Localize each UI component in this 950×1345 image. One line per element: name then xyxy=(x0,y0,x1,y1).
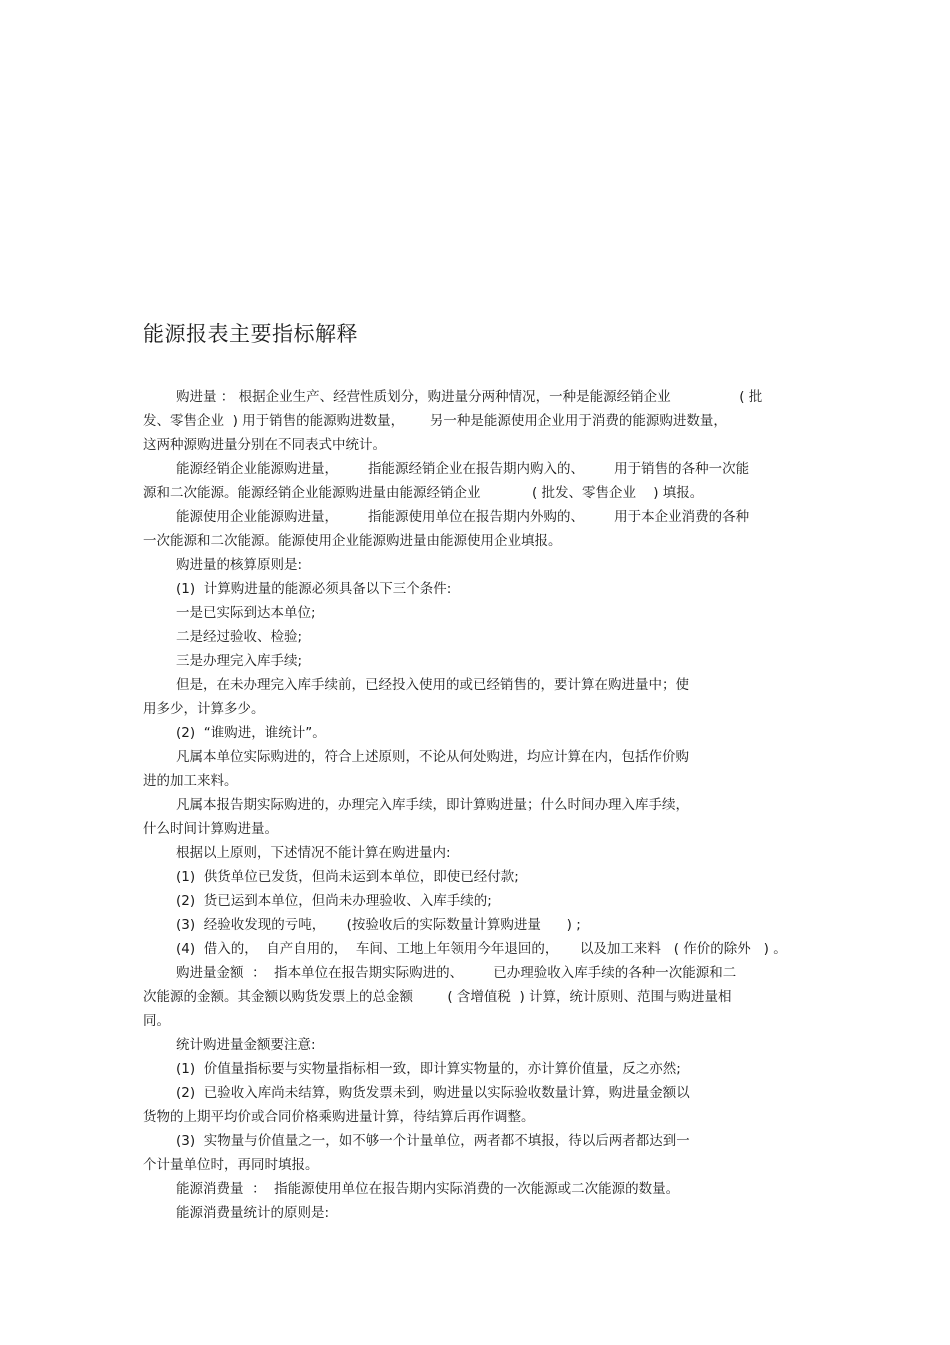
paragraph-line: 能源消费量统计的原则是: xyxy=(176,1205,330,1221)
paragraph-line: (1) 价值量指标要与实物量指标相一致，即计算实物量的，亦计算价值量，反之亦然; xyxy=(176,1061,681,1077)
paragraph-line: (2) “谁购进，谁统计”。 xyxy=(176,725,326,741)
paragraph-line: 购进量金额 ： 指本单位在报告期实际购进的、 已办理验收入库手续的各种一次能源和二 xyxy=(176,965,737,981)
paragraph-line: 凡属本报告期实际购进的，办理完入库手续，即计算购进量；什么时间办理入库手续， xyxy=(176,797,689,813)
paragraph-line: 购进量的核算原则是: xyxy=(176,557,303,573)
paragraph-line: 根据以上原则，下述情况不能计算在购进量内: xyxy=(176,845,451,861)
paragraph-line: 一次能源和二次能源。能源使用企业能源购进量由能源使用企业填报。 xyxy=(143,533,562,549)
paragraph-line: 个计量单位时，再同时填报。 xyxy=(143,1157,319,1173)
paragraph-line: 这两种源购进量分别在不同表式中统计。 xyxy=(143,437,386,453)
document-title: 能源报表主要指标解释 xyxy=(143,322,358,346)
paragraph-line: 三是办理完入库手续; xyxy=(176,653,303,669)
paragraph-line: 一是已实际到达本单位; xyxy=(176,605,316,621)
paragraph-line: (3) 实物量与价值量之一，如不够一个计量单位，两者都不填报，待以后两者都达到一 xyxy=(176,1133,690,1149)
paragraph-line: (1) 供货单位已发货，但尚未运到本单位，即使已经付款; xyxy=(176,869,519,885)
paragraph-line: 二是经过验收、检验; xyxy=(176,629,303,645)
paragraph-line: 同。 xyxy=(143,1013,170,1029)
paragraph-line: 进的加工来料。 xyxy=(143,773,238,789)
paragraph-line: 什么时间计算购进量。 xyxy=(143,821,278,837)
paragraph-line: (1) 计算购进量的能源必须具备以下三个条件: xyxy=(176,581,452,597)
paragraph-line: 能源经销企业能源购进量， 指能源经销企业在报告期内购入的、 用于销售的各种一次能 xyxy=(176,461,750,477)
paragraph-line: (2) 货已运到本单位，但尚未办理验收、入库手续的; xyxy=(176,893,492,909)
paragraph-line: 次能源的金额。其金额以购货发票上的总金额 ( 含增值税 ) 计算，统计原则、范围与购进量相 xyxy=(143,989,732,1005)
paragraph-line: 源和二次能源。能源经销企业能源购进量由能源经销企业 ( 批发、零售企业 ) 填报。 xyxy=(143,485,704,501)
paragraph-line: (4) 借入的， 自产自用的， 车间、工地上年领用今年退回的， 以及加工来料 ( 作价的除外 ) 。 xyxy=(176,941,787,957)
paragraph-line: 用多少，计算多少。 xyxy=(143,701,265,717)
paragraph-line: (2) 已验收入库尚未结算，购货发票未到，购进量以实际验收数量计算，购进量金额以 xyxy=(176,1085,690,1101)
paragraph-line: 能源消费量 ： 指能源使用单位在报告期内实际消费的一次能源或二次能源的数量。 xyxy=(176,1181,680,1197)
paragraph-line: 但是，在未办理完入库手续前，已经投入使用的或已经销售的，要计算在购进量中；使 xyxy=(176,677,689,693)
paragraph-line: 能源使用企业能源购进量， 指能源使用单位在报告期内外购的、 用于本企业消费的各种 xyxy=(176,509,750,525)
paragraph-line: 货物的上期平均价或合同价格乘购进量计算，待结算后再作调整。 xyxy=(143,1109,535,1125)
paragraph-line: 发、零售企业 ) 用于销售的能源购进数量， 另一种是能源使用企业用于消费的能源购进数量， xyxy=(143,413,727,429)
paragraph-line: 统计购进量金额要注意: xyxy=(176,1037,316,1053)
paragraph-line: 购进量 ： 根据企业生产、经营性质划分，购进量分两种情况，一种是能源经销企业 ( 批 xyxy=(176,389,763,405)
paragraph-line: (3) 经验收发现的亏吨， (按验收后的实际数量计算购进量 ) ; xyxy=(176,917,581,933)
paragraph-line: 凡属本单位实际购进的，符合上述原则，不论从何处购进，均应计算在内，包括作价购 xyxy=(176,749,689,765)
